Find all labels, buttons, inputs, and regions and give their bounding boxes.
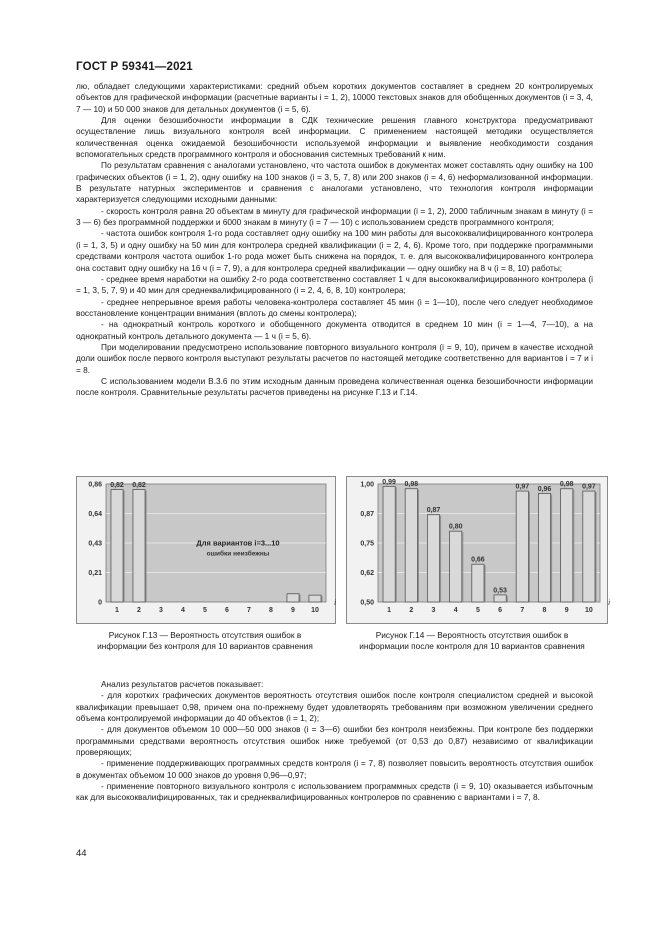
paragraph: При моделировании предусмотрено использование повторного визуального контроля (i = 9, 10), причем в качестве исходной доли ошибок после первого контроля выступают результаты расчетов по настоящей методике соответственно для вариантов i = 7 и i = 8. <box>76 341 593 375</box>
y-tick-label: 0,43 <box>88 540 102 548</box>
y-tick-label: 0,21 <box>88 570 102 577</box>
data-label: 0,80 <box>448 523 463 531</box>
x-tick-label: 5 <box>203 607 207 614</box>
paragraph: Для оценки безошибочности информации в СДК технические решения главного конструктора предусматривают осуществление лишь визуального контроля всей информации. С применением настоящей методики осуществляется количественная оценка ожидаемой безошибочности используемой информации и выявление необходимости создания вспомогательных средств программного контроля и обоснования системных требований к ним. <box>76 115 593 160</box>
annotation-line: Для вариантов i=3...10 <box>196 538 280 548</box>
x-tick-label: 3 <box>431 607 436 614</box>
paragraph: - частота ошибок контроля 1-го рода составляет одну ошибку на 100 мин работы для высококвалифицированного контролера (i = 1, 3, 5) и одну ошибку на 50 мин для контролера средней квалификации (i = 2, 4, 6). Кроме того, при поддержке программными средствами контроля частота ошибок 1-го рода может быть снижена на порядок, т. е. для высококвалифицированного контролера она составит одну ошибку на 16 ч (i = 7, 9), а для контролера средней квалификации — одну ошибку на 8 ч (i = 8, 10) работы; <box>76 228 593 273</box>
y-tick-label: 0 <box>98 599 102 607</box>
bar <box>516 491 528 602</box>
bar <box>538 493 550 602</box>
data-label: 0,98 <box>404 481 419 489</box>
x-tick-label: 1 <box>115 607 119 614</box>
x-tick-label: 9 <box>291 607 295 614</box>
bar <box>583 491 595 602</box>
data-label: 0,53 <box>493 587 507 595</box>
paragraph: - для документов объемом 10 000—50 000 знаков (i = 3—6) ошибки без контроля неизбежны. При контроле без поддержки программными средствами вероятность отсутствия ошибок ниже требуемой (от 0,53 до 0,87) независимо от квалификации проверяющих; <box>76 724 593 758</box>
y-tick-label: 1,00 <box>360 481 374 489</box>
x-tick-label: 8 <box>542 607 547 614</box>
paragraph: лю, обладает следующими характеристиками: средний объем коротких документов составляет в среднем 20 контролируемых объектов для графической информации (расчетные варианты i = 1, 2), 10000 текстовых знаков для обобщенных документов (i = 3, 4, 7 — 10) и 50 000 знаков для детальных документов (i = 5, 6). <box>76 81 593 114</box>
x-tick-label: 10 <box>311 607 319 614</box>
x-tick-label: 4 <box>453 607 458 614</box>
x-tick-label: 1 <box>387 607 392 614</box>
paragraph: Анализ результатов расчетов показывает: <box>101 679 264 689</box>
paragraph: - применение поддерживающих программных средств контроля (i = 7, 8) позволяет повысить вероятность отсутствия ошибок в документах объемом 10 000 знаков до уровня 0,96—0,97; <box>76 758 593 780</box>
bar <box>111 489 123 602</box>
x-tick-label: 5 <box>475 607 480 614</box>
x-tick-label: 6 <box>225 607 229 614</box>
figure-g13-caption: Рисунок Г.13 — Вероятность отсутствия ошибок в информации без контроля для 10 вариантов сравнения <box>97 630 313 652</box>
bar <box>133 489 145 602</box>
figure-g14-caption: Рисунок Г.14 — Вероятность отсутствия ошибок в информации после контроля для 10 вариантов сравнения <box>359 630 585 652</box>
document-header: ГОСТ Р 59341—2021 <box>76 61 193 73</box>
data-label: 0,87 <box>426 507 441 515</box>
bar <box>287 594 299 602</box>
data-label: 0,82 <box>132 481 146 489</box>
x-tick-label: 4 <box>181 607 185 614</box>
data-label: 0,82 <box>110 481 124 489</box>
paragraph: По результатам сравнения с аналогами установлено, что частота ошибок в документах может составлять одну ошибку на 100 графических объектов (i = 1, 2), одну ошибку на 100 знаков (i = 3, 5, 7, 8) или 200 знаков (i = 4, 6) неформализованной информации. В результате натурных экспериментов и сравнения с аналогами установлено, что технология контроля информации характеризуется следующими исходными данными: <box>76 160 593 205</box>
x-tick-label: 2 <box>409 607 414 614</box>
page-number: 44 <box>76 848 87 859</box>
data-label: 0,96 <box>537 485 552 493</box>
bar <box>494 595 506 602</box>
paragraph: - применение повторного визуального контроля с использованием программных средств (i = 9, 10) оказывается избыточным как для высококвалифицированных, так и среднеквалифицированных контролеров по сравнению с вариантами i = 7, 8. <box>76 781 593 803</box>
bar <box>405 489 417 602</box>
x-tick-label: 6 <box>498 607 503 614</box>
y-tick-label: 0,87 <box>360 511 374 518</box>
x-tick-label: 3 <box>159 607 163 614</box>
x-tick-label: 7 <box>520 607 525 614</box>
x-tick-label: 7 <box>247 607 251 614</box>
figure-g13-chart <box>76 476 336 624</box>
data-label: 0,97 <box>515 483 530 491</box>
bar <box>383 486 395 602</box>
data-label: 0,97 <box>582 483 596 491</box>
y-tick-label: 0,64 <box>88 511 102 518</box>
data-label: 0,98 <box>559 481 574 489</box>
annotation-line: ошибки неизбежны <box>206 550 270 558</box>
bar <box>450 531 462 602</box>
analysis-text <box>76 679 593 804</box>
bar <box>561 489 573 602</box>
x-tick-label: 9 <box>564 607 569 614</box>
body-text <box>76 81 593 399</box>
x-tick-label: 2 <box>137 607 141 614</box>
paragraph: - скорость контроля равна 20 объектам в минуту для графической информации (i = 1, 2), 2000 табличным знакам в минуту (i = 3 — 6) без программной поддержки и 6000 знакам в минуту (i = 7 — 10) с использованием средств программного контроля; <box>76 205 593 228</box>
x-tick-label: 10 <box>585 607 593 614</box>
paragraph: - среднее время наработки на ошибку 2-го рода соответственно составляет 1 ч для высококвалифицированного контролера (i = 1, 3, 5, 7, 9) и 40 мин для среднеквалифицированного (i = 2, 4, 6, 8, 10) контролера; <box>76 273 593 296</box>
y-tick-label: 0,86 <box>88 481 102 489</box>
data-label: 0,99 <box>382 478 396 486</box>
figure-g14-chart <box>346 476 611 624</box>
y-tick-label: 0,50 <box>360 599 374 607</box>
x-tick-label: 8 <box>269 607 273 614</box>
y-tick-label: 0,62 <box>360 570 374 577</box>
bar <box>472 564 484 602</box>
paragraph: - для коротких графических документов вероятность отсутствия ошибок после контроля специалистом средней и высокой квалификации превышает 0,98, причем она по-прежнему будет удовлетворять требованиям при возможном увеличении среднего объема контролируемой информации до 40 объектов (i = 1, 2); <box>76 690 593 724</box>
paragraph: С использованием модели В.3.6 по этим исходным данным проведена количественная оценка безошибочности информации после контроля. Сравнительные результаты расчетов приведены на рисунке Г.13 и Г.14. <box>76 375 593 398</box>
x-axis-symbol: i <box>334 598 337 607</box>
paragraph: - среднее непрерывное время работы человека-контролера составляет 45 мин (i = 1—10), после чего следует необходимое восстановление концентрации внимания (вплоть до смены контролера); <box>76 296 593 318</box>
y-tick-label: 0,75 <box>360 540 374 548</box>
figure-g14-svg <box>346 476 611 624</box>
paragraph: - на однократный контроль короткого и обобщенного документа отводится в среднем 10 мин (i = 1—4, 7—10), а на однократный контроль детального документа — 1 ч (i = 5, 6). <box>76 319 593 341</box>
figure-g13-svg <box>76 476 336 624</box>
bar <box>427 515 439 602</box>
data-label: 0,66 <box>471 556 485 564</box>
x-axis-symbol: i <box>608 598 611 607</box>
bar <box>309 595 321 602</box>
